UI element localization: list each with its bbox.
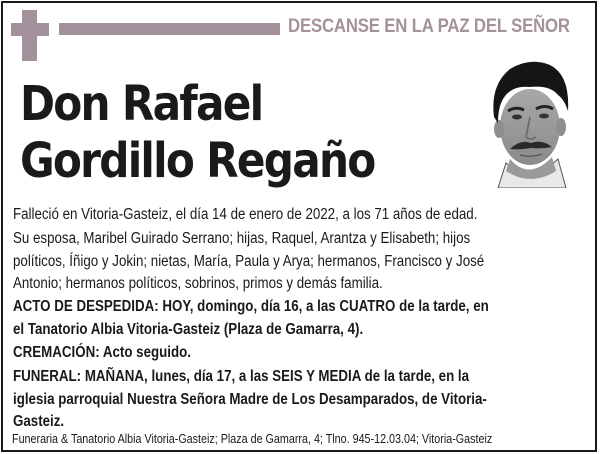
cross-horizontal-bar bbox=[11, 23, 49, 36]
deceased-name-line-1: Don Rafael bbox=[20, 76, 263, 132]
funeral-paragraph bbox=[13, 366, 512, 434]
farewell-line: el Tanatorio Albia Vitoria-Gasteiz (Plaza de Gamarra, 4). bbox=[13, 320, 364, 338]
cremation-paragraph bbox=[13, 342, 512, 365]
portrait-photo bbox=[480, 55, 578, 188]
funeral-home-footer: Funeraria & Tanatorio Albia Vitoria-Gasteiz; Plaza de Gamarra, 4; Tlno. 945-12.03.04; Vitoria-Gasteiz bbox=[12, 432, 493, 446]
family-paragraph bbox=[13, 228, 512, 296]
farewell-line: ACTO DE DESPEDIDA: HOY, domingo, día 16, a las CUATRO de la tarde, en bbox=[13, 298, 489, 315]
funeral-line: Gasteiz. bbox=[13, 413, 65, 430]
death-notice-text: Falleció en Vitoria-Gasteiz, el día 14 de enero de 2022, a los 71 años de edad. bbox=[13, 206, 478, 223]
portrait-image bbox=[480, 55, 578, 188]
deceased-name-line-2: Gordillo Regaño bbox=[20, 133, 375, 189]
death-notice bbox=[13, 204, 512, 227]
farewell-paragraph bbox=[13, 296, 512, 341]
cremation-text: CREMACIÓN: Acto seguido. bbox=[13, 344, 191, 361]
family-line: políticos, Íñigo y Jokin; nietas, María, Paula y Arya; hermanos, Francisco y José bbox=[13, 252, 485, 270]
family-line: Su esposa, Maribel Guirado Serrano; hijas, Raquel, Arantza y Elisabeth; hijos bbox=[13, 230, 471, 247]
funeral-line: iglesia parroquial Nuestra Señora Madre de Los Desamparados, de Vitoria- bbox=[13, 390, 487, 408]
header-title: DESCANSE EN LA PAZ DEL SEÑOR bbox=[288, 15, 570, 37]
header-divider-bar bbox=[59, 23, 280, 35]
family-line: Antonio; hermanos políticos, sobrinos, primos y demás familia. bbox=[13, 275, 383, 292]
funeral-line: FUNERAL: MAÑANA, lunes, día 17, a las SEIS Y MEDIA de la tarde, en la bbox=[13, 368, 470, 385]
